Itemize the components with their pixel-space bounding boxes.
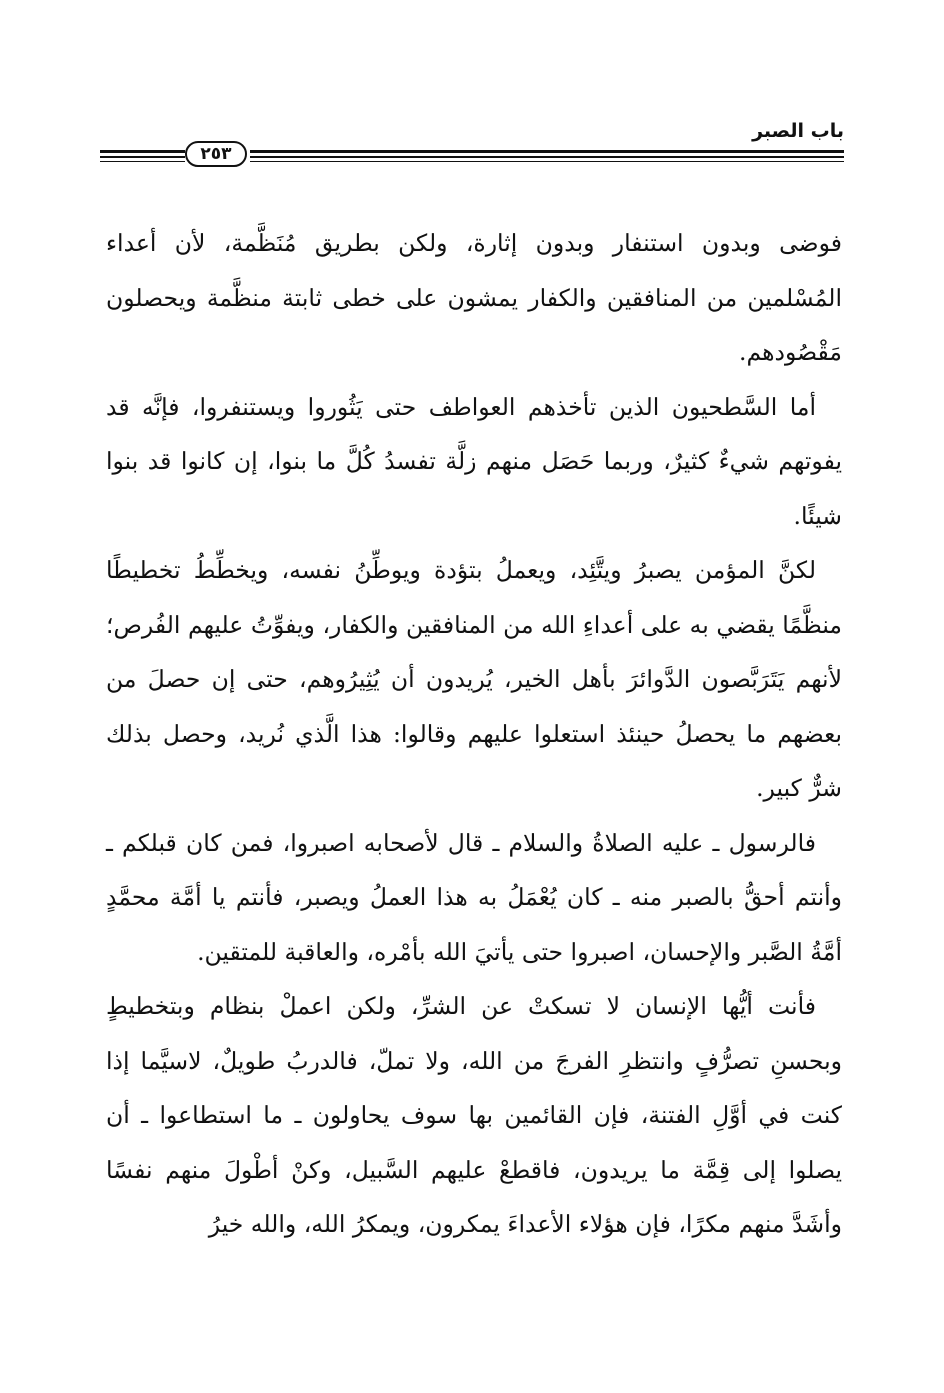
body-text — [106, 216, 842, 1252]
header-rule — [250, 161, 844, 162]
paragraph-2: أما السَّطحيون الذين تأخذهم العواطف حتى يَثُوروا ويستنفروا، فإنَّه قد يفوتهم شيءٌ كثيرٌ، وربما حَصَل منهم زلَّة تفسدُ كُلَّ ما بنوا، إن كانوا قد بنوا شيئًا. — [106, 392, 842, 530]
header-rule — [250, 156, 844, 158]
header-rule — [250, 150, 844, 153]
page-number: ٢٥٣ — [185, 141, 247, 167]
paragraph-1: فوضى وبدون استنفار وبدون إثارة، ولكن بطريق مُنَظَّمة، لأن أعداء المُسْلمين من المنافقين والكفار يمشون على خطى ثابتة منظَّمة ويحصلون مَقْصُودهم. — [106, 229, 842, 366]
header-rule — [100, 150, 185, 153]
page-header — [100, 120, 844, 180]
paragraph-5: فأنت أيُّها الإنسان لا تسكتْ عن الشرِّ، ولكن اعملْ بنظام وبتخطيطٍ وبحسنِ تصرُّفٍ وانتظرِ الفرجَ من الله، ولا تملّ، فالدربُ طويلٌ، لاسيَّما إذا كنت في أوَّلِ الفتنة، فإن القائمين بها سوف يحاولون ـ ما استطاعوا ـ أن يصلوا إلى قِمَّة ما يريدون، فاقطعْ عليهم السَّبيل، وكنْ أطْولَ منهم نفسًا وأشَدَّ منهم مكرًا، فإن هؤلاء الأعداءَ يمكرون، ويمكرُ الله، والله خيرُ — [106, 992, 842, 1238]
paragraph-4: فالرسول ـ عليه الصلاةُ والسلام ـ قال لأصحابه اصبروا، فمن كان قبلكم ـ وأنتم أحقُّ بالصبر منه ـ كان يُعْمَلُ به هذا العملُ ويصبر، فأنتم يا أمَّة محمَّدٍ أمَّةُ الصَّبر والإحسان، اصبروا حتى يأتيَ الله بأمْره، والعاقبة للمتقين. — [106, 828, 842, 966]
paragraph-3: لكنَّ المؤمن يصبرُ ويتَّئِد، ويعملُ بتؤدة ويوطِّنُ نفسه، ويخطِّطُ تخطيطًا منظَّمًا يقضي به على أعداءِ الله من المنافقين والكفار، ويفوِّتُ عليهم الفُرص؛ لأنهم يَتَرَبَّصون الدَّوائرَ بأهل الخير، يُريدون أن يُثِيرُوهم، حتى إن حصلَ من بعضهم ما يحصلُ حينئذ استعلوا عليهم وقالوا: هذا الَّذي نُريد، وحصل بذلك شرٌّ كبير. — [106, 556, 842, 802]
header-rule — [100, 161, 185, 162]
chapter-title: باب الصبر — [752, 120, 844, 142]
header-rule — [100, 156, 185, 158]
